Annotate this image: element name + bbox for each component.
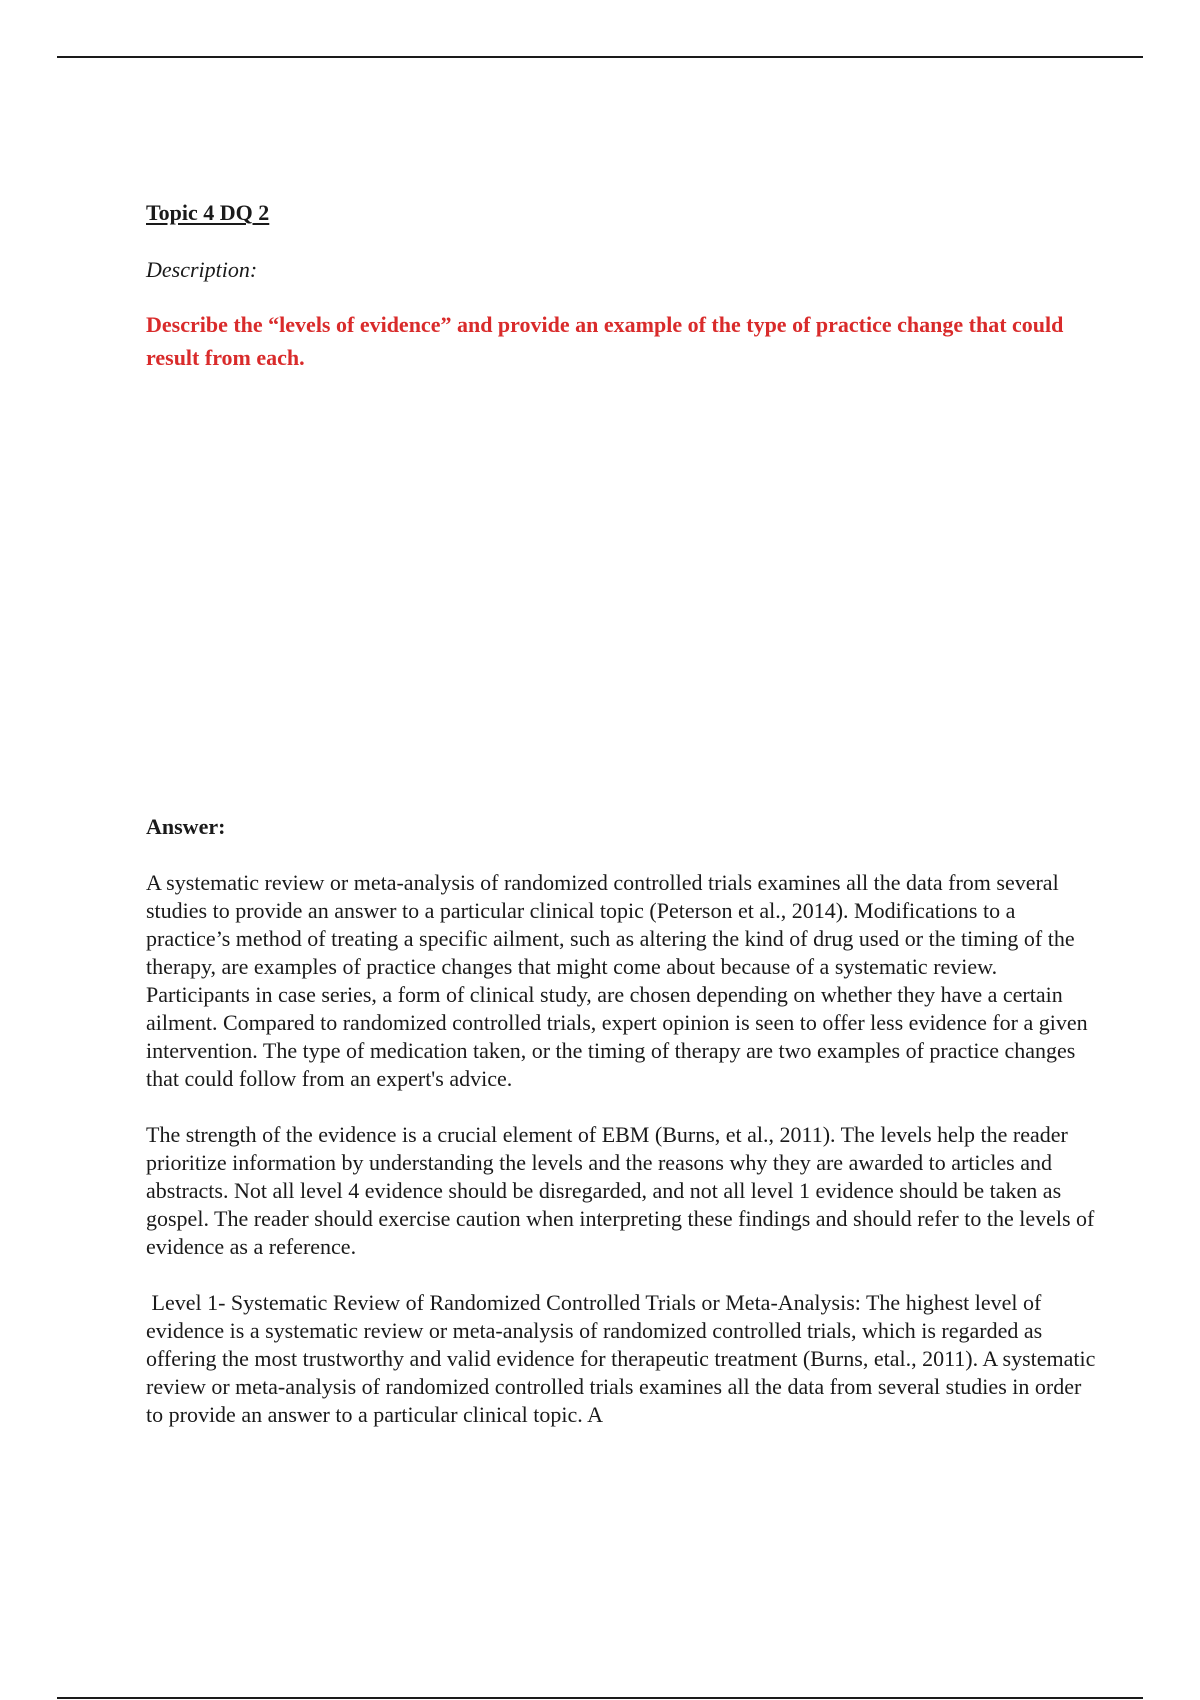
discussion-prompt: Describe the “levels of evidence” and provide an example of the type of practice change that could result from each. xyxy=(146,312,1064,370)
answer-body xyxy=(146,869,1101,1457)
top-rule xyxy=(57,56,1143,58)
answer-label: Answer: xyxy=(146,814,226,839)
answer-paragraph: Level 1- Systematic Review of Randomized Controlled Trials or Meta-Analysis: The highest level of evidence is a systematic review or meta-analysis of randomized controlled trials, which is regarded as offering the most trustworthy and valid evidence for therapeutic treatment (Burns, etal., 2011). A systematic review or meta-analysis of randomized controlled trials examines all the data from several studies in order to provide an answer to a particular clinical topic. A xyxy=(146,1290,1101,1427)
bottom-rule xyxy=(57,1697,1143,1699)
answer-paragraph: A systematic review or meta-analysis of randomized controlled trials examines all the data from several studies to provide an answer to a particular clinical topic (Peterson et al., 2014). Modifications to a practice’s method of treating a specific ailment, such as altering the kind of drug used or the timing of the therapy, are examples of practice changes that might come about because of a systematic review. Participants in case series, a form of clinical study, are chosen depending on whether they have a certain ailment. Compared to randomized controlled trials, expert opinion is seen to offer less evidence for a given intervention. The type of medication taken, or the timing of therapy are two examples of practice changes that could follow from an expert's advice. xyxy=(146,870,1088,1091)
answer-paragraph: The strength of the evidence is a crucial element of EBM (Burns, et al., 2011). The levels help the reader prioritize information by understanding the levels and the reasons why they are awarded to articles and abstracts. Not all level 4 evidence should be disregarded, and not all level 1 evidence should be taken as gospel. The reader should exercise caution when interpreting these findings and should refer to the levels of evidence as a reference. xyxy=(146,1122,1095,1259)
topic-title: Topic 4 DQ 2 xyxy=(146,200,270,225)
description-label: Description: xyxy=(146,257,258,282)
